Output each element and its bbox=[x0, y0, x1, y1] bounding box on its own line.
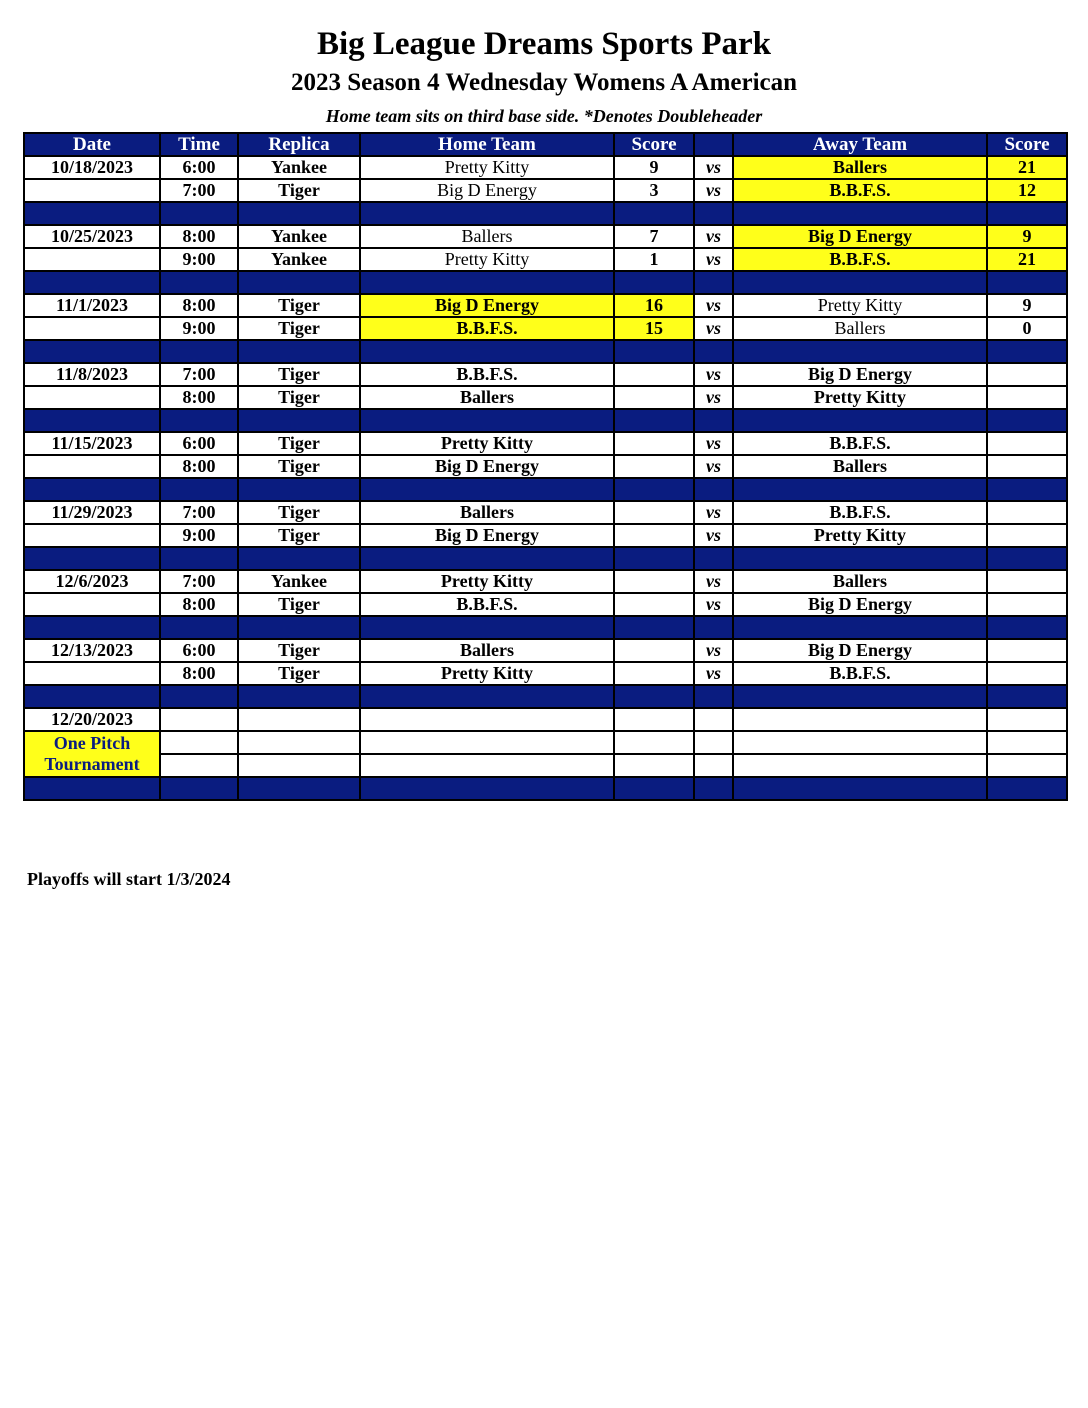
game-row bbox=[24, 639, 1067, 662]
home-score-cell: 15 bbox=[614, 317, 694, 340]
empty-cell bbox=[238, 708, 360, 731]
home-score-cell bbox=[614, 639, 694, 662]
empty-cell bbox=[614, 708, 694, 731]
away-team-cell: Ballers bbox=[733, 156, 987, 179]
empty-cell bbox=[614, 754, 694, 777]
separator-cell bbox=[987, 616, 1067, 639]
separator-row bbox=[24, 202, 1067, 225]
replica-cell: Tiger bbox=[238, 386, 360, 409]
separator-cell bbox=[24, 547, 160, 570]
date-cell: 11/15/2023 bbox=[24, 432, 160, 455]
away-team-cell: Big D Energy bbox=[733, 363, 987, 386]
tournament-row bbox=[24, 731, 1067, 754]
separator-row bbox=[24, 478, 1067, 501]
time-cell: 7:00 bbox=[160, 501, 238, 524]
empty-cell bbox=[360, 754, 614, 777]
vs-cell: vs bbox=[694, 455, 733, 478]
time-cell: 8:00 bbox=[160, 386, 238, 409]
separator-cell bbox=[24, 616, 160, 639]
home-team-cell: Pretty Kitty bbox=[360, 156, 614, 179]
away-score-cell bbox=[987, 662, 1067, 685]
home-team-cell: Ballers bbox=[360, 501, 614, 524]
separator-cell bbox=[733, 409, 987, 432]
home-score-cell bbox=[614, 501, 694, 524]
away-team-cell: Ballers bbox=[733, 570, 987, 593]
separator-cell bbox=[733, 685, 987, 708]
home-team-cell: Big D Energy bbox=[360, 524, 614, 547]
empty-cell bbox=[733, 754, 987, 777]
schedule-body bbox=[24, 156, 1067, 800]
home-score-cell: 16 bbox=[614, 294, 694, 317]
separator-cell bbox=[360, 409, 614, 432]
separator-cell bbox=[238, 340, 360, 363]
separator-cell bbox=[238, 616, 360, 639]
time-cell: 8:00 bbox=[160, 294, 238, 317]
schedule-table bbox=[23, 132, 1068, 801]
separator-cell bbox=[160, 616, 238, 639]
replica-cell: Tiger bbox=[238, 363, 360, 386]
tournament-row bbox=[24, 708, 1067, 731]
separator-cell bbox=[24, 777, 160, 800]
date-cell: 12/13/2023 bbox=[24, 639, 160, 662]
page-title: Big League Dreams Sports Park bbox=[316, 26, 772, 62]
home-team-cell: Ballers bbox=[360, 639, 614, 662]
separator-cell bbox=[694, 685, 733, 708]
home-score-cell: 7 bbox=[614, 225, 694, 248]
home-team-cell: Big D Energy bbox=[360, 455, 614, 478]
time-cell: 7:00 bbox=[160, 570, 238, 593]
replica-cell: Yankee bbox=[238, 225, 360, 248]
home-score-cell: 3 bbox=[614, 179, 694, 202]
replica-cell: Yankee bbox=[238, 570, 360, 593]
home-team-cell: B.B.F.S. bbox=[360, 317, 614, 340]
separator-cell bbox=[694, 547, 733, 570]
separator-cell bbox=[694, 478, 733, 501]
separator-cell bbox=[614, 777, 694, 800]
home-score-cell bbox=[614, 662, 694, 685]
separator-cell bbox=[160, 271, 238, 294]
date-cell: 11/1/2023 bbox=[24, 294, 160, 317]
separator-cell bbox=[694, 340, 733, 363]
game-row bbox=[24, 225, 1067, 248]
game-row bbox=[24, 570, 1067, 593]
date-cell bbox=[24, 386, 160, 409]
away-score-cell: 21 bbox=[987, 248, 1067, 271]
home-team-cell: B.B.F.S. bbox=[360, 363, 614, 386]
separator-cell bbox=[733, 340, 987, 363]
empty-cell bbox=[160, 708, 238, 731]
separator-cell bbox=[160, 478, 238, 501]
game-row bbox=[24, 662, 1067, 685]
separator-cell bbox=[987, 547, 1067, 570]
home-team-cell: Big D Energy bbox=[360, 179, 614, 202]
away-score-cell bbox=[987, 501, 1067, 524]
replica-cell: Tiger bbox=[238, 593, 360, 616]
separator-cell bbox=[24, 202, 160, 225]
separator-cell bbox=[987, 777, 1067, 800]
empty-cell bbox=[238, 754, 360, 777]
vs-cell: vs bbox=[694, 593, 733, 616]
time-cell: 9:00 bbox=[160, 248, 238, 271]
away-team-cell: B.B.F.S. bbox=[733, 432, 987, 455]
replica-cell: Tiger bbox=[238, 639, 360, 662]
away-team-cell: B.B.F.S. bbox=[733, 662, 987, 685]
separator-cell bbox=[614, 340, 694, 363]
empty-cell bbox=[733, 731, 987, 754]
home-score-cell: 9 bbox=[614, 156, 694, 179]
separator-cell bbox=[733, 478, 987, 501]
date-cell bbox=[24, 593, 160, 616]
separator-cell bbox=[987, 409, 1067, 432]
separator-cell bbox=[360, 202, 614, 225]
away-score-cell bbox=[987, 386, 1067, 409]
away-score-cell: 12 bbox=[987, 179, 1067, 202]
separator-cell bbox=[238, 478, 360, 501]
away-team-cell: B.B.F.S. bbox=[733, 179, 987, 202]
time-cell: 8:00 bbox=[160, 662, 238, 685]
game-row bbox=[24, 294, 1067, 317]
game-row bbox=[24, 432, 1067, 455]
separator-cell bbox=[733, 616, 987, 639]
home-score-cell bbox=[614, 386, 694, 409]
time-cell: 8:00 bbox=[160, 455, 238, 478]
vs-cell: vs bbox=[694, 294, 733, 317]
empty-cell bbox=[694, 708, 733, 731]
separator-cell bbox=[160, 340, 238, 363]
date-cell: 11/29/2023 bbox=[24, 501, 160, 524]
vs-cell: vs bbox=[694, 662, 733, 685]
time-cell: 7:00 bbox=[160, 179, 238, 202]
replica-cell: Tiger bbox=[238, 317, 360, 340]
vs-cell: vs bbox=[694, 386, 733, 409]
vs-cell: vs bbox=[694, 501, 733, 524]
empty-cell bbox=[238, 731, 360, 754]
away-score-cell bbox=[987, 432, 1067, 455]
separator-row bbox=[24, 340, 1067, 363]
separator-cell bbox=[614, 547, 694, 570]
game-row bbox=[24, 317, 1067, 340]
away-team-cell: B.B.F.S. bbox=[733, 501, 987, 524]
date-cell bbox=[24, 455, 160, 478]
vs-cell: vs bbox=[694, 248, 733, 271]
separator-cell bbox=[987, 478, 1067, 501]
separator-cell bbox=[694, 409, 733, 432]
separator-cell bbox=[24, 478, 160, 501]
home-score-cell bbox=[614, 455, 694, 478]
home-team-cell: Pretty Kitty bbox=[360, 248, 614, 271]
empty-cell bbox=[160, 754, 238, 777]
replica-cell: Tiger bbox=[238, 501, 360, 524]
game-row bbox=[24, 386, 1067, 409]
separator-row bbox=[24, 271, 1067, 294]
date-cell: 10/25/2023 bbox=[24, 225, 160, 248]
replica-cell: Yankee bbox=[238, 248, 360, 271]
date-cell bbox=[24, 248, 160, 271]
away-score-cell: 0 bbox=[987, 317, 1067, 340]
tournament-label-line2: Tournament bbox=[44, 754, 140, 774]
separator-cell bbox=[24, 340, 160, 363]
separator-cell bbox=[238, 685, 360, 708]
separator-cell bbox=[360, 340, 614, 363]
separator-cell bbox=[238, 547, 360, 570]
doubleheader-note: Home team sits on third base side. *Denotes Doubleheader bbox=[325, 106, 763, 126]
game-row bbox=[24, 455, 1067, 478]
empty-cell bbox=[160, 731, 238, 754]
home-team-cell: Pretty Kitty bbox=[360, 432, 614, 455]
separator-cell bbox=[694, 271, 733, 294]
playoffs-note: Playoffs will start 1/3/2024 bbox=[27, 869, 231, 889]
separator-cell bbox=[24, 271, 160, 294]
separator-row bbox=[24, 777, 1067, 800]
separator-cell bbox=[614, 478, 694, 501]
time-cell: 6:00 bbox=[160, 432, 238, 455]
separator-cell bbox=[360, 777, 614, 800]
separator-cell bbox=[987, 685, 1067, 708]
col-header-away-score: Score bbox=[987, 133, 1067, 156]
date-cell bbox=[24, 662, 160, 685]
game-row bbox=[24, 363, 1067, 386]
away-score-cell: 9 bbox=[987, 225, 1067, 248]
empty-cell bbox=[360, 708, 614, 731]
separator-cell bbox=[24, 409, 160, 432]
separator-cell bbox=[614, 202, 694, 225]
separator-row bbox=[24, 616, 1067, 639]
separator-cell bbox=[360, 616, 614, 639]
vs-cell: vs bbox=[694, 179, 733, 202]
home-score-cell bbox=[614, 593, 694, 616]
tournament-date-cell: 12/20/2023 bbox=[24, 708, 160, 731]
game-row bbox=[24, 501, 1067, 524]
vs-cell: vs bbox=[694, 570, 733, 593]
away-score-cell: 9 bbox=[987, 294, 1067, 317]
separator-cell bbox=[694, 777, 733, 800]
separator-cell bbox=[360, 685, 614, 708]
away-score-cell bbox=[987, 593, 1067, 616]
separator-cell bbox=[24, 685, 160, 708]
time-cell: 9:00 bbox=[160, 524, 238, 547]
home-score-cell bbox=[614, 363, 694, 386]
separator-cell bbox=[360, 271, 614, 294]
separator-cell bbox=[694, 202, 733, 225]
game-row bbox=[24, 179, 1067, 202]
separator-cell bbox=[160, 777, 238, 800]
separator-cell bbox=[733, 777, 987, 800]
empty-cell bbox=[987, 731, 1067, 754]
separator-cell bbox=[987, 202, 1067, 225]
home-score-cell bbox=[614, 570, 694, 593]
away-team-cell: Pretty Kitty bbox=[733, 524, 987, 547]
time-cell: 8:00 bbox=[160, 225, 238, 248]
separator-row bbox=[24, 685, 1067, 708]
away-team-cell: B.B.F.S. bbox=[733, 248, 987, 271]
date-cell bbox=[24, 317, 160, 340]
separator-cell bbox=[160, 685, 238, 708]
col-header-date: Date bbox=[24, 133, 160, 156]
date-cell bbox=[24, 179, 160, 202]
separator-cell bbox=[694, 616, 733, 639]
vs-cell: vs bbox=[694, 432, 733, 455]
separator-cell bbox=[614, 271, 694, 294]
home-team-cell: Ballers bbox=[360, 225, 614, 248]
col-header-replica: Replica bbox=[238, 133, 360, 156]
away-score-cell bbox=[987, 524, 1067, 547]
separator-cell bbox=[733, 547, 987, 570]
replica-cell: Tiger bbox=[238, 432, 360, 455]
away-team-cell: Big D Energy bbox=[733, 639, 987, 662]
separator-row bbox=[24, 409, 1067, 432]
time-cell: 7:00 bbox=[160, 363, 238, 386]
col-header-home-score: Score bbox=[614, 133, 694, 156]
away-team-cell: Pretty Kitty bbox=[733, 294, 987, 317]
separator-cell bbox=[733, 202, 987, 225]
separator-cell bbox=[238, 271, 360, 294]
separator-cell bbox=[238, 409, 360, 432]
away-score-cell bbox=[987, 455, 1067, 478]
home-team-cell: B.B.F.S. bbox=[360, 593, 614, 616]
empty-cell bbox=[694, 754, 733, 777]
home-team-cell: Ballers bbox=[360, 386, 614, 409]
away-score-cell bbox=[987, 639, 1067, 662]
header-row bbox=[24, 133, 1067, 156]
separator-cell bbox=[987, 271, 1067, 294]
game-row bbox=[24, 593, 1067, 616]
date-cell: 11/8/2023 bbox=[24, 363, 160, 386]
vs-cell: vs bbox=[694, 317, 733, 340]
empty-cell bbox=[987, 708, 1067, 731]
time-cell: 6:00 bbox=[160, 639, 238, 662]
empty-cell bbox=[733, 708, 987, 731]
replica-cell: Tiger bbox=[238, 294, 360, 317]
home-score-cell: 1 bbox=[614, 248, 694, 271]
empty-cell bbox=[360, 731, 614, 754]
time-cell: 8:00 bbox=[160, 593, 238, 616]
empty-cell bbox=[614, 731, 694, 754]
separator-cell bbox=[987, 340, 1067, 363]
home-score-cell bbox=[614, 524, 694, 547]
tournament-label-cell bbox=[24, 731, 160, 777]
season-subtitle: 2023 Season 4 Wednesday Womens A American bbox=[290, 69, 798, 96]
home-team-cell: Pretty Kitty bbox=[360, 570, 614, 593]
date-cell: 10/18/2023 bbox=[24, 156, 160, 179]
vs-cell: vs bbox=[694, 363, 733, 386]
separator-cell bbox=[733, 271, 987, 294]
replica-cell: Tiger bbox=[238, 662, 360, 685]
date-cell: 12/6/2023 bbox=[24, 570, 160, 593]
empty-cell bbox=[987, 754, 1067, 777]
vs-cell: vs bbox=[694, 156, 733, 179]
vs-cell: vs bbox=[694, 639, 733, 662]
away-score-cell: 21 bbox=[987, 156, 1067, 179]
home-team-cell: Pretty Kitty bbox=[360, 662, 614, 685]
separator-cell bbox=[238, 202, 360, 225]
vs-cell: vs bbox=[694, 524, 733, 547]
separator-cell bbox=[360, 478, 614, 501]
away-team-cell: Ballers bbox=[733, 317, 987, 340]
away-score-cell bbox=[987, 363, 1067, 386]
away-team-cell: Big D Energy bbox=[733, 225, 987, 248]
col-header-home-team: Home Team bbox=[360, 133, 614, 156]
replica-cell: Tiger bbox=[238, 179, 360, 202]
separator-cell bbox=[160, 202, 238, 225]
empty-cell bbox=[694, 731, 733, 754]
tournament-row bbox=[24, 754, 1067, 777]
home-team-cell: Big D Energy bbox=[360, 294, 614, 317]
game-row bbox=[24, 524, 1067, 547]
col-header-vs bbox=[694, 133, 733, 156]
separator-cell bbox=[160, 409, 238, 432]
game-row bbox=[24, 156, 1067, 179]
tournament-label-line1: One Pitch bbox=[53, 733, 131, 753]
separator-cell bbox=[614, 685, 694, 708]
replica-cell: Tiger bbox=[238, 524, 360, 547]
separator-cell bbox=[614, 616, 694, 639]
vs-cell: vs bbox=[694, 225, 733, 248]
game-row bbox=[24, 248, 1067, 271]
separator-cell bbox=[360, 547, 614, 570]
col-header-away-team: Away Team bbox=[733, 133, 987, 156]
home-score-cell bbox=[614, 432, 694, 455]
time-cell: 9:00 bbox=[160, 317, 238, 340]
away-team-cell: Big D Energy bbox=[733, 593, 987, 616]
separator-row bbox=[24, 547, 1067, 570]
replica-cell: Yankee bbox=[238, 156, 360, 179]
away-team-cell: Ballers bbox=[733, 455, 987, 478]
separator-cell bbox=[160, 547, 238, 570]
time-cell: 6:00 bbox=[160, 156, 238, 179]
separator-cell bbox=[614, 409, 694, 432]
replica-cell: Tiger bbox=[238, 455, 360, 478]
col-header-time: Time bbox=[160, 133, 238, 156]
separator-cell bbox=[238, 777, 360, 800]
away-score-cell bbox=[987, 570, 1067, 593]
away-team-cell: Pretty Kitty bbox=[733, 386, 987, 409]
date-cell bbox=[24, 524, 160, 547]
